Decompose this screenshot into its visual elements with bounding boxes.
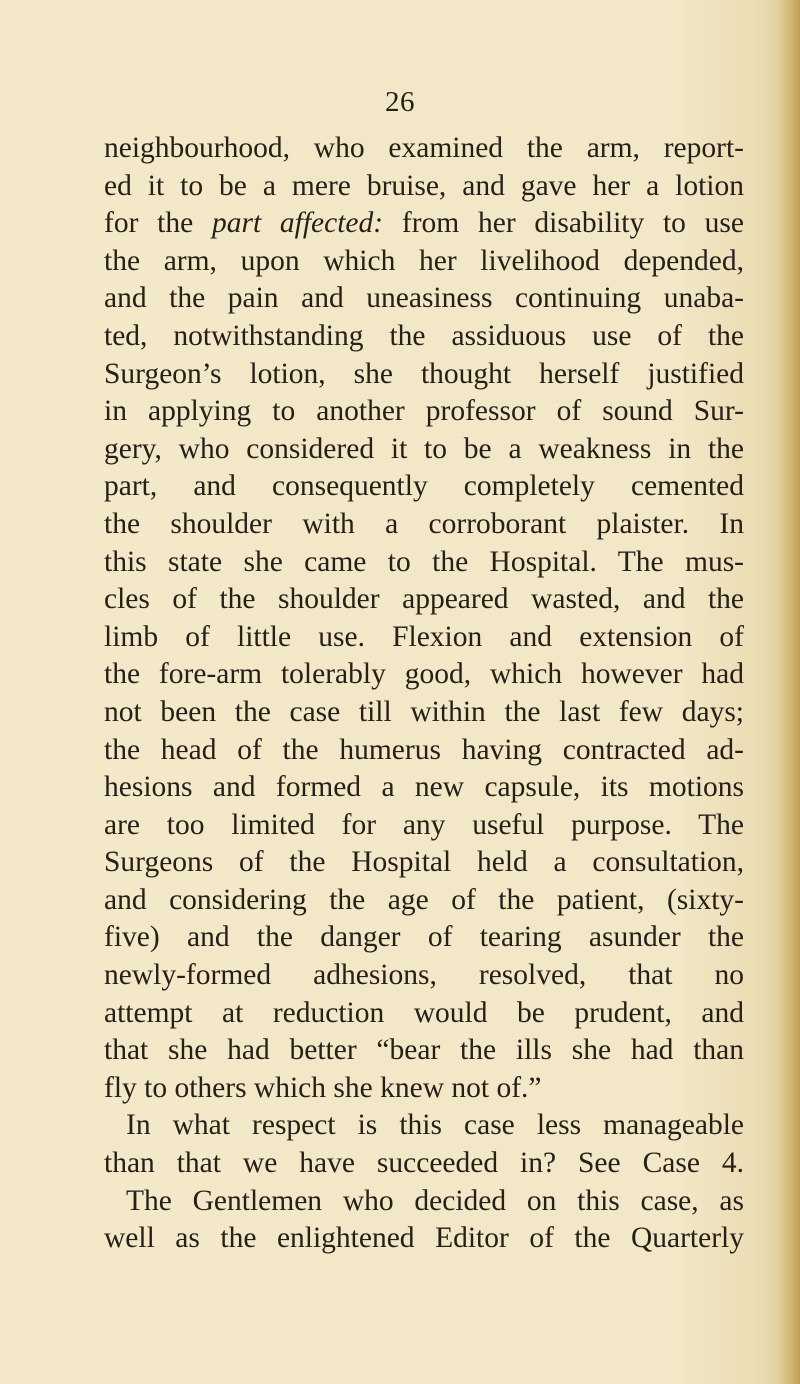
italic-phrase: part affected:: [211, 207, 384, 240]
text-line: In what respect is this case less manageable: [126, 1109, 744, 1142]
text-line: ted, notwithstanding the assiduous use of the: [104, 319, 744, 352]
text-line: hesions and formed a new capsule, its motions: [104, 771, 744, 804]
text-line: limb of little use. Flexion and extension of: [104, 620, 744, 653]
text-span: for the: [104, 207, 212, 240]
text-line: Surgeons of the Hospital held a consultation,: [104, 846, 744, 879]
text-line: the head of the humerus having contracted ad-: [104, 733, 744, 766]
text-line: cles of the shoulder appeared wasted, and the: [104, 583, 744, 616]
text-line: and the pain and uneasiness continuing unaba-: [104, 282, 744, 315]
page-edge-shading: [778, 0, 800, 1384]
text-line: the shoulder with a corroborant plaister. In: [104, 507, 744, 540]
text-line: are too limited for any useful purpose. The: [104, 808, 744, 841]
text-line: The Gentlemen who decided on this case, as: [126, 1184, 744, 1217]
text-line: attempt at reduction would be prudent, and: [104, 996, 744, 1029]
text-line: part, and consequently completely cemented: [104, 470, 744, 503]
text-line: that she had better “bear the ills she had than: [104, 1034, 744, 1067]
text-line: five) and the danger of tearing asunder the: [104, 921, 744, 954]
text-line: neighbourhood, who examined the arm, report-: [104, 132, 744, 164]
text-line: and considering the age of the patient, (sixty-: [104, 883, 744, 916]
body-text: [104, 130, 744, 1258]
text-line: not been the case till within the last few days;: [104, 695, 744, 728]
text-line: Surgeon’s lotion, she thought herself justified: [104, 357, 744, 390]
text-line: ed it to be a mere bruise, and gave her a lotion: [104, 169, 744, 202]
text-span: from her disability to use: [383, 207, 745, 240]
text-line: the fore-arm tolerably good, which however had: [104, 658, 744, 691]
text-line: fly to others which she knew not of.”: [104, 1071, 542, 1104]
text-line: the arm, upon which her livelihood depended,: [104, 244, 744, 277]
text-line: [104, 205, 744, 243]
text-line: newly-formed adhesions, resolved, that no: [104, 959, 744, 992]
text-line: this state she came to the Hospital. The mus-: [104, 545, 744, 578]
text-line: in applying to another professor of sound Sur-: [104, 395, 744, 428]
page-number: 26: [385, 86, 415, 118]
text-line: well as the enlightened Editor of the Quarterly: [104, 1222, 744, 1255]
text-line: gery, who considered it to be a weakness in the: [104, 432, 744, 465]
text-line: than that we have succeeded in? See Case 4.: [104, 1147, 744, 1180]
